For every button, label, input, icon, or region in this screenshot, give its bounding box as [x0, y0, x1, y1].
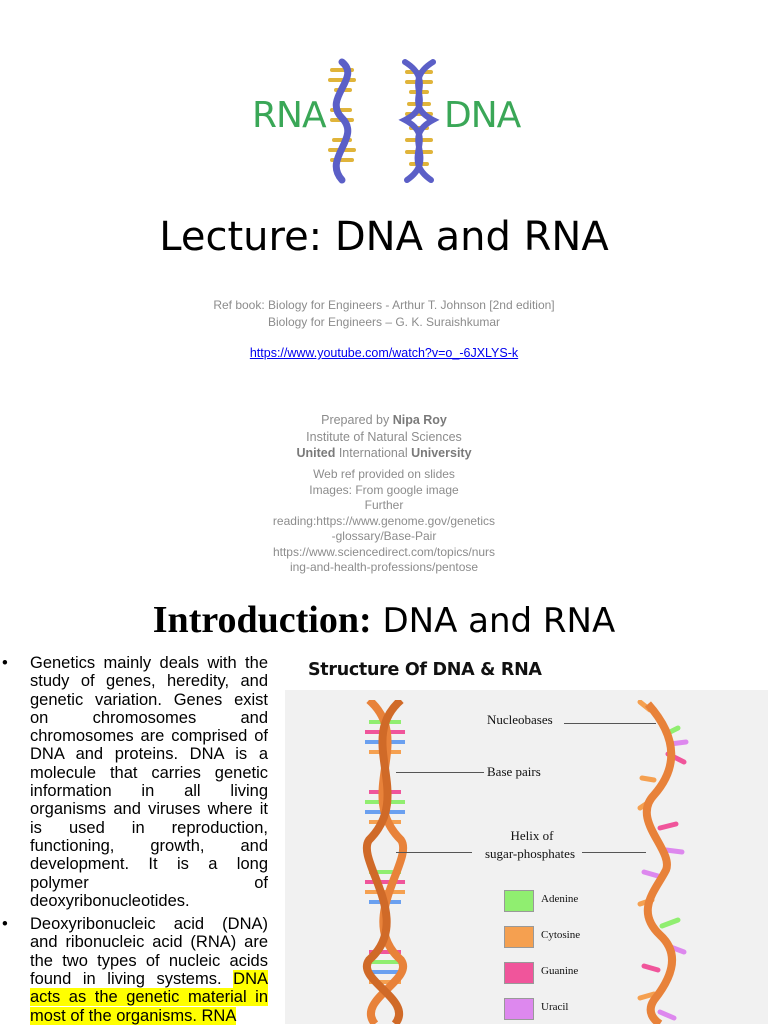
notes-line: Web ref provided on slides	[313, 467, 455, 481]
rna-helix-icon	[318, 58, 366, 184]
notes-line: ing-and-health-professions/pentose	[289, 560, 479, 574]
logo-dna-text: DNA	[444, 95, 521, 136]
dna-helix-icon	[395, 58, 443, 184]
legend-cytosine: Cytosine	[541, 929, 581, 941]
prepared-by: Prepared by Nipa Roy	[321, 413, 447, 427]
label-helix-line1: Helix of	[510, 828, 554, 843]
leader-line	[582, 852, 646, 853]
leader-line	[396, 772, 484, 773]
notes-line: Images: From google image	[309, 483, 459, 497]
leader-line	[396, 852, 472, 853]
bullet-genetics: • Genetics mainly deals with the study of genes, heredity, and genetic variation. Genes exist on chromosomes and chromosomes are comprised of DNA and proteins. DNA is a molecule that carries genetic information in all living organisms and viruses where it is used in reproduction, functioning, growth, and development. It is a long polymer of deoxyribonucleotides.	[0, 654, 268, 910]
legend-swatch-guanine	[504, 962, 534, 984]
legend-guanine: Guanine	[541, 965, 579, 977]
university-name: United International University	[296, 446, 472, 460]
bullet-list	[0, 654, 268, 1030]
label-base-pairs: Base pairs	[487, 764, 541, 779]
highlighted-text: DNA acts as the genetic material in most of the organisms. RNA	[30, 970, 268, 1025]
notes-line: https://www.sciencedirect.com/topics/nurs	[272, 545, 496, 559]
legend-swatch-adenine	[504, 890, 534, 912]
leader-line	[564, 723, 656, 724]
legend-adenine: Adenine	[541, 893, 579, 905]
lecture-title: Lecture: DNA and RNA	[159, 214, 609, 260]
rna-single-strand-icon	[630, 700, 710, 1024]
legend-uracil: Uracil	[541, 1001, 569, 1013]
label-helix-line2: sugar-phosphates	[485, 846, 575, 861]
introduction-title: Introduction: DNA and RNA	[152, 599, 616, 641]
bullet-nucleic-acids: • Deoxyribonucleic acid (DNA) and ribonucleic acid (RNA) are the two types of nucleic acids found in living systems. DNA acts as the genetic material in most of the organisms. RNA	[0, 915, 268, 1025]
ref-book-line-1: Ref book: Biology for Engineers - Arthur T. Johnson [2nd edition]	[213, 298, 555, 312]
notes-line: reading:https://www.genome.gov/genetics	[272, 514, 496, 528]
author-name: Nipa Roy	[392, 413, 447, 427]
notes-line: -glossary/Base-Pair	[331, 529, 437, 543]
institute-name: Institute of Natural Sciences	[306, 430, 462, 444]
ref-book-line-2: Biology for Engineers – G. K. Suraishkumar	[267, 315, 501, 329]
label-nucleobases: Nucleobases	[487, 712, 553, 727]
notes-line: Further	[364, 498, 404, 512]
diagram-title: Structure Of DNA & RNA	[308, 660, 542, 680]
legend-swatch-cytosine	[504, 926, 534, 948]
legend-swatch-uracil	[504, 998, 534, 1020]
logo-rna-text: RNA	[252, 95, 326, 136]
dna-double-helix-icon	[355, 700, 415, 1024]
youtube-link[interactable]: https://www.youtube.com/watch?v=o_-6JXLYS-k	[249, 346, 519, 360]
